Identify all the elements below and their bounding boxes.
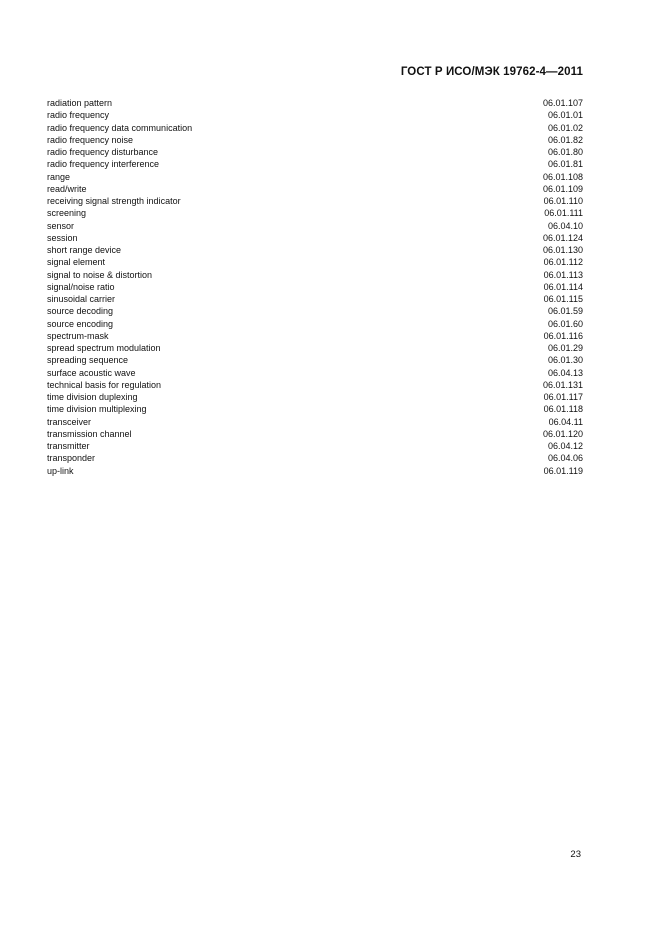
index-term: screening (47, 208, 87, 219)
index-code: 06.01.131 (542, 379, 583, 390)
index-term: transmission channel (47, 428, 132, 439)
index-term: surface acoustic wave (47, 367, 136, 378)
index-term: source encoding (47, 318, 114, 329)
index-entry (47, 97, 583, 109)
index-term: short range device (47, 245, 122, 255)
index-term: receiving signal strength indicator (47, 196, 181, 206)
index-code: 06.01.81 (547, 159, 583, 170)
index-code: 06.01.117 (543, 392, 583, 402)
index-code: 06.01.114 (543, 281, 583, 292)
index-term: radio frequency disturbance (47, 147, 159, 157)
index-code: 06.01.30 (547, 355, 583, 366)
index-entry (47, 379, 583, 391)
index-code: 06.01.01 (547, 110, 583, 121)
index-term: read/write (47, 183, 87, 194)
index-code: 06.01.109 (542, 183, 583, 194)
index-term: range (47, 171, 71, 182)
index-entry (47, 207, 583, 219)
index-term: spreading sequence (47, 355, 129, 366)
index-code: 06.04.12 (547, 441, 583, 451)
index-term: time division duplexing (47, 392, 138, 402)
index-term: spread spectrum modulation (47, 343, 161, 353)
index-entry (47, 342, 583, 354)
index-term: transceiver (47, 416, 92, 427)
index-term: radiation pattern (47, 98, 113, 108)
index-code: 06.01.60 (547, 318, 583, 329)
index-term: time division multiplexing (47, 404, 147, 415)
index-term: sinusoidal carrier (47, 294, 116, 304)
index-term: radio frequency interference (47, 159, 160, 170)
index-term: radio frequency data communication (47, 122, 193, 133)
index-entry (47, 122, 583, 134)
page-number: 23 (570, 849, 581, 860)
index-entry (47, 330, 583, 342)
index-term: technical basis for regulation (47, 379, 162, 390)
index-entry (47, 134, 583, 146)
index-code: 06.01.130 (542, 245, 583, 255)
index-entry (47, 171, 583, 183)
index-term: signal/noise ratio (47, 281, 115, 292)
index-code: 06.01.120 (542, 428, 583, 439)
index-code: 06.01.80 (547, 147, 583, 157)
index-entry (47, 220, 583, 232)
index-code: 06.01.124 (542, 232, 583, 243)
index-code: 06.01.59 (547, 306, 583, 317)
index-entry (47, 452, 583, 464)
index-entry (47, 146, 583, 158)
index-term: transponder (47, 453, 96, 464)
index-code: 06.04.10 (547, 220, 583, 231)
index-term: signal to noise & distortion (47, 269, 153, 280)
standard-designation: ГОСТ Р ИСО/МЭК 19762-4—2011 (400, 66, 583, 78)
index-entry (47, 183, 583, 195)
index-entry (47, 269, 583, 281)
index-code: 06.01.115 (543, 294, 583, 304)
index-term: up-link (47, 465, 74, 476)
index-code: 06.01.119 (543, 465, 583, 476)
index-entry (47, 440, 583, 452)
index-term: signal element (47, 257, 106, 268)
index-entry (47, 109, 583, 121)
index-code: 06.01.113 (543, 269, 583, 280)
index-entry (47, 318, 583, 330)
index-code: 06.01.110 (543, 196, 583, 206)
index-term: radio frequency noise (47, 134, 134, 145)
index-code: 06.01.108 (542, 171, 583, 182)
index-term: radio frequency (47, 110, 110, 121)
index-code: 06.01.118 (543, 404, 583, 415)
index-code: 06.01.29 (547, 343, 583, 353)
index-entry (47, 391, 583, 403)
index-entry (47, 305, 583, 317)
index-entry (47, 158, 583, 170)
index-code: 06.01.107 (542, 98, 583, 108)
index-code: 06.04.11 (548, 416, 583, 427)
index-code: 06.01.112 (543, 257, 583, 268)
index-code: 06.04.06 (547, 453, 583, 464)
index-entry (47, 416, 583, 428)
index-code: 06.01.82 (547, 134, 583, 145)
index-term: spectrum-mask (47, 330, 109, 341)
index-term: source decoding (47, 306, 114, 317)
index-entry (47, 244, 583, 256)
index-term: session (47, 232, 78, 243)
index-entry (47, 465, 583, 477)
term-index-list (47, 97, 583, 477)
index-code: 06.04.13 (547, 367, 583, 378)
index-code: 06.01.111 (544, 208, 583, 219)
index-entry (47, 354, 583, 366)
index-entry (47, 403, 583, 415)
index-code: 06.01.02 (547, 122, 583, 133)
index-entry (47, 293, 583, 305)
index-entry (47, 367, 583, 379)
index-entry (47, 281, 583, 293)
index-entry (47, 232, 583, 244)
index-entry (47, 195, 583, 207)
index-term: sensor (47, 220, 75, 231)
index-entry (47, 256, 583, 268)
index-code: 06.01.116 (543, 330, 583, 341)
index-term: transmitter (47, 441, 90, 451)
index-entry (47, 428, 583, 440)
